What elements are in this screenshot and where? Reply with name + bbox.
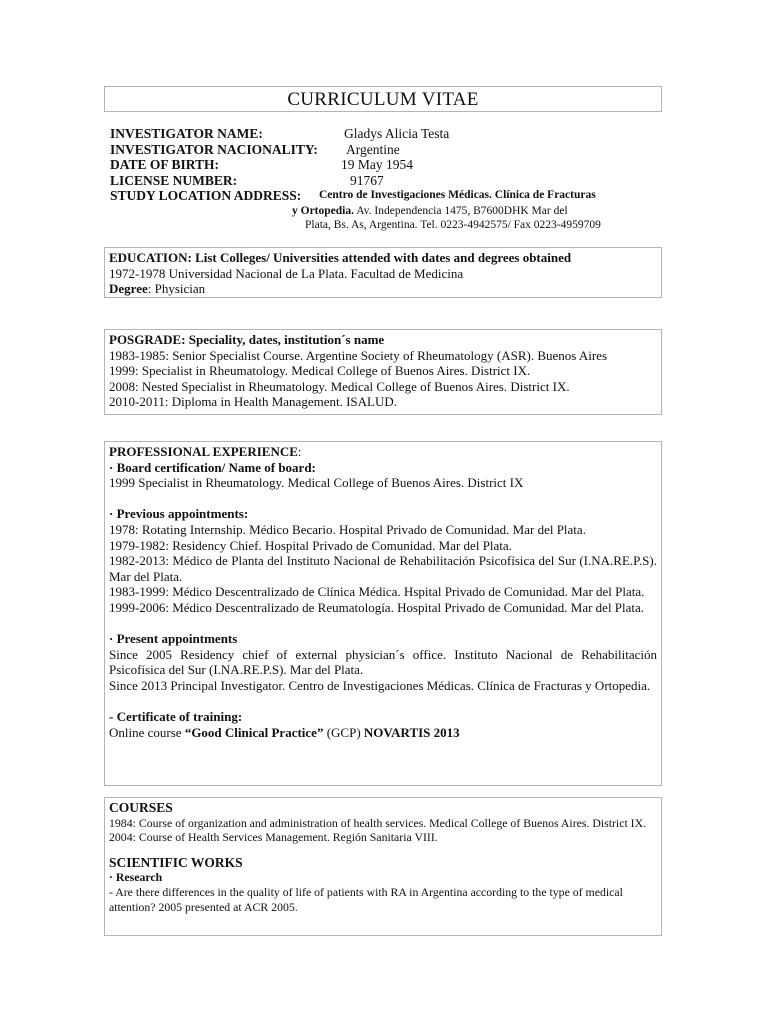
spacer xyxy=(109,694,657,710)
research-heading: · Research xyxy=(109,870,163,885)
spacer xyxy=(109,491,657,507)
previous-item: 1978: Rotating Internship. Médico Becario. Hospital Privado de Comunidad. Mar del Plata. xyxy=(109,521,586,537)
dob-row xyxy=(110,157,662,173)
posgrade-item: 1999: Specialist in Rheumatology. Medical College of Buenos Aires. District IX. xyxy=(109,363,531,379)
title-box xyxy=(104,86,662,112)
cert-course: “Good Clinical Practice” xyxy=(184,724,324,740)
present-item: Since 2013 Principal Investigator. Centro de Investigaciones Médicas. Clínica de Fracturas y Ortopedia. xyxy=(109,677,651,693)
license-row xyxy=(110,173,662,189)
address-line-3: Plata, Bs. As, Argentina. Tel. 0223-4942575/ Fax 0223-4959709 xyxy=(305,219,601,231)
present-heading: · Present appointments xyxy=(109,631,238,647)
degree-line xyxy=(109,281,657,297)
courses-section xyxy=(104,797,662,936)
address-row xyxy=(110,188,662,204)
cert-line xyxy=(109,725,657,741)
name-row xyxy=(110,126,662,142)
posgrade-section xyxy=(104,329,662,415)
name-label: INVESTIGATOR NAME: xyxy=(110,126,263,141)
course-item: 1984: Course of organization and administration of health services. Medical College of Buenos Aires. District IX. xyxy=(109,815,647,830)
cert-sponsor: NOVARTIS 2013 xyxy=(363,724,460,740)
nationality-value: Argentine xyxy=(346,141,400,157)
address-label: STUDY LOCATION ADDRESS: xyxy=(110,188,302,203)
research-item: - Are there differences in the quality of life of patients with RA in Argentina according to the type of medical attention? 2005 presented at ACR 2005. xyxy=(109,884,623,914)
spacer xyxy=(109,616,657,632)
degree-value: : Physician xyxy=(147,281,206,297)
investigator-info xyxy=(110,126,662,233)
previous-item: 1983-1999: Médico Descentralizado de Clínica Médica. Hspital Privado de Comunidad. Mar del Plata. xyxy=(109,584,645,600)
present-item: Since 2005 Residency chief of external physician´s office. Instituto Nacional de Rehabilitación Psicofísica del Sur (I.NA.RE.P.S). Mar del Plata. xyxy=(109,646,657,678)
address-line-1: Centro de Investigaciones Médicas. Clínica de Fracturas xyxy=(319,189,596,201)
courses-heading: COURSES xyxy=(109,800,173,815)
previous-heading: · Previous appointments: xyxy=(109,506,249,522)
degree-label: Degree xyxy=(109,281,148,297)
license-label: LICENSE NUMBER: xyxy=(110,172,238,188)
spacer xyxy=(109,845,657,855)
nationality-row xyxy=(110,142,662,158)
board-heading: · Board certification/ Name of board: xyxy=(109,459,316,475)
previous-item: 1982-2013: Médico de Planta del Instituto Nacional de Rehabilitación Psicofísica del Sur (I.NA.RE.P.S). Mar del Plata. xyxy=(109,553,657,584)
posgrade-heading: POSGRADE: Speciality, dates, institution´s name xyxy=(109,332,385,347)
name-value: Gladys Alicia Testa xyxy=(344,126,450,141)
nationality-label: INVESTIGATOR NACIONALITY: xyxy=(110,141,318,157)
education-heading: EDUCATION: List Colleges/ Universities attended with dates and degrees obtained xyxy=(109,250,572,265)
cert-mid: (GCP) xyxy=(323,724,364,740)
experience-section xyxy=(104,441,662,786)
course-item: 2004: Course of Health Services Management. Región Sanitaria VIII. xyxy=(109,830,438,845)
license-value: 91767 xyxy=(350,172,384,188)
posgrade-item: 1983-1985: Senior Specialist Course. Argentine Society of Rheumatology (ASR). Buenos Aires xyxy=(109,347,608,363)
posgrade-item: 2010-2011: Diploma in Health Management. ISALUD. xyxy=(109,394,397,410)
previous-item: 1999-2006: Médico Descentralizado de Reumatología. Hospital Privado de Comunidad. Mar del Plata. xyxy=(109,599,645,615)
address-line-2 xyxy=(110,204,662,219)
cert-heading: - Certificate of training: xyxy=(109,709,243,725)
education-section xyxy=(104,247,662,298)
education-line: 1972-1978 Universidad Nacional de La Plata. Facultad de Medicina xyxy=(109,265,464,281)
previous-item: 1979-1982: Residency Chief. Hospital Privado de Comunidad. Mar del Plata. xyxy=(109,537,512,553)
experience-heading-colon: : xyxy=(297,444,302,459)
experience-heading-line xyxy=(109,444,657,460)
page-title: CURRICULUM VITAE xyxy=(287,89,479,110)
posgrade-item: 2008: Nested Specialist in Rheumatology. Medical College of Buenos Aires. District IX. xyxy=(109,378,570,394)
dob-label: DATE OF BIRTH: xyxy=(110,157,220,172)
experience-heading: PROFESSIONAL EXPERIENCE xyxy=(109,444,298,459)
cert-prefix: Online course xyxy=(109,724,185,740)
address-bold-2: y Ortopedia. xyxy=(292,204,354,217)
works-heading: SCIENTIFIC WORKS xyxy=(109,854,243,870)
address-line-2-rest: Av. Independencia 1475, B7600DHK Mar del xyxy=(353,204,568,217)
board-line: 1999 Specialist in Rheumatology. Medical College of Buenos Aires. District IX xyxy=(109,475,524,491)
dob-value: 19 May 1954 xyxy=(341,157,413,172)
